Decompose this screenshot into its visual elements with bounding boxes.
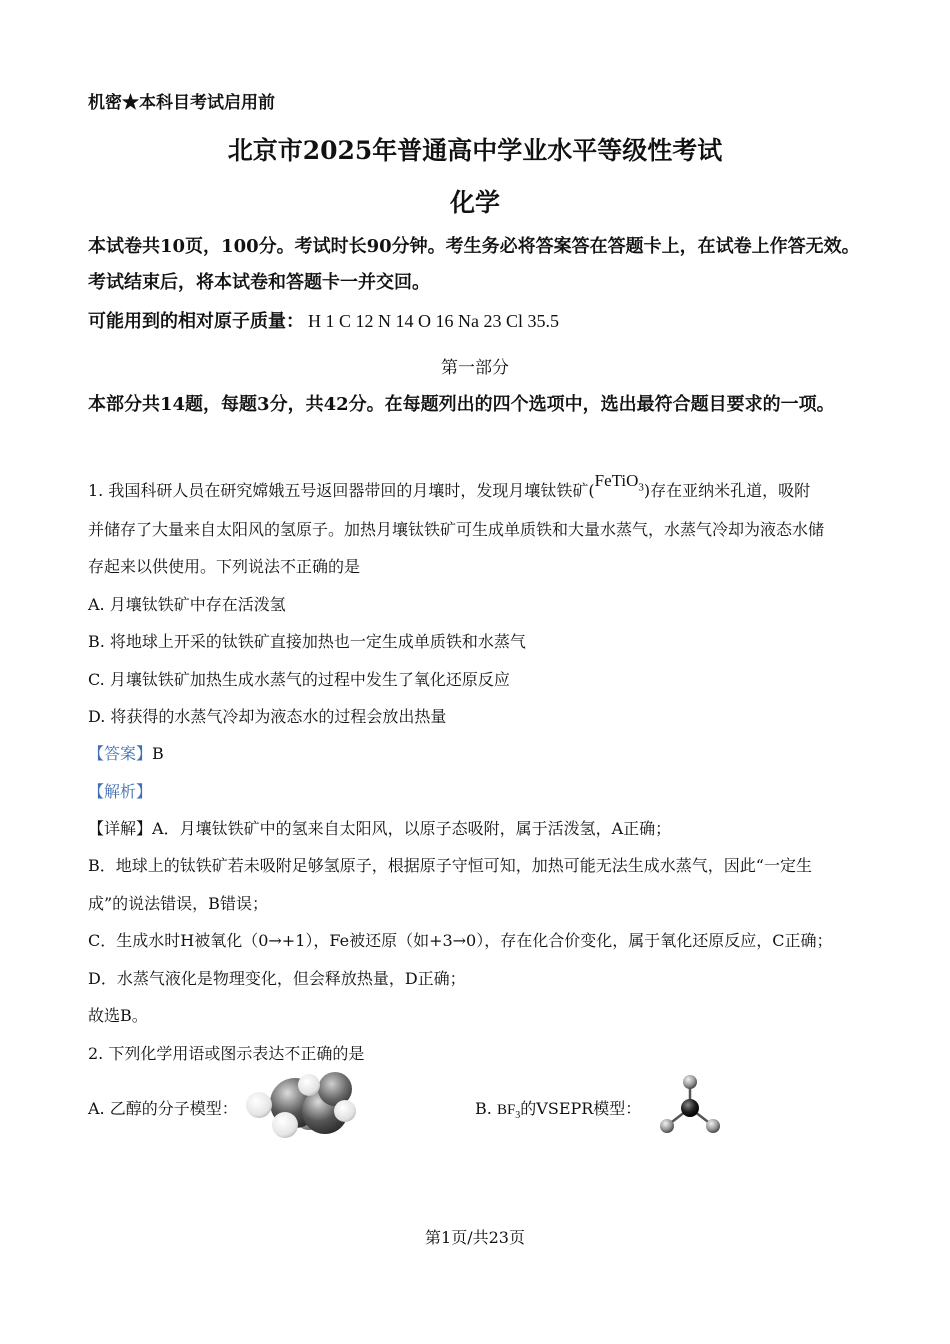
bf3-subscript: 3 [515, 1110, 521, 1121]
atomic-mass-values: H 1 C 12 N 14 O 16 Na 23 Cl 35.5 [308, 311, 559, 331]
formula-main: FeTiO [594, 471, 639, 490]
q1-detail-d: D．水蒸气液化是物理变化，但会释放热量，D正确； [88, 969, 466, 988]
q2-option-b-label [475, 1096, 641, 1121]
detail-label: 【详解】 [88, 819, 153, 838]
atom-h [334, 1100, 356, 1122]
q1-stem-end: )存在亚纳米孔道，吸附 [643, 481, 811, 500]
bf3-vsepr-model-icon [656, 1072, 726, 1138]
q1-detail-a [88, 816, 671, 839]
option-b-suffix: 的VSEPR模型： [520, 1099, 642, 1118]
q1-detail-c: C．生成水时H被氧化（0→+1），Fe被还原（如+3→0），存在化合价变化，属于氧化还原反应，C正确； [88, 931, 833, 950]
ethanol-molecule-model-icon [240, 1070, 360, 1142]
part-description: 本部分共14题，每题3分，共42分。在每题列出的四个选项中，选出最符合题目要求的一项。 [88, 394, 835, 415]
q1-stem-line-2: 并储存了大量来自太阳风的氢原子。加热月壤钛铁矿可生成单质铁和大量水蒸气，水蒸气冷却为液态水储 [88, 520, 825, 539]
exam-title: 北京市2025年普通高中学业水平等级性考试 [227, 136, 723, 165]
detail-a-text: A．月壤钛铁矿中的氢来自太阳风，以原子态吸附，属于活泼氢，A正确； [152, 819, 672, 838]
atom-h [298, 1074, 320, 1096]
formula-subscript: 3 [638, 481, 644, 494]
q1-option-b: B. 将地球上开采的钛铁矿直接加热也一定生成单质铁和水蒸气 [88, 632, 526, 651]
answer-label: 【答案】 [88, 744, 153, 763]
answer-value: B [152, 744, 164, 763]
q1-analysis-label: 【解析】 [88, 782, 153, 801]
confidential-notice: 机密★本科目考试启用前 [88, 93, 275, 113]
q1-conclusion: 故选B。 [88, 1006, 148, 1025]
atomic-mass-label: 可能用到的相对原子质量： [88, 311, 304, 332]
part-title: 第一部分 [441, 358, 509, 378]
q1-stem-line-3: 存起来以供使用。下列说法不正确的是 [88, 557, 361, 576]
exam-instructions: 本试卷共10页，100分。考试时长90分钟。考生务必将答案答在答题卡上，在试卷上作答无效。考试结束后，将本试卷和答题卡一并交回。 [88, 236, 860, 293]
q1-option-a: A. 月壤钛铁矿中存在活泼氢 [88, 595, 286, 614]
atom-h [246, 1092, 272, 1118]
q1-stem-line-1 [88, 471, 811, 503]
atom-h [272, 1112, 298, 1138]
bf3-main: BF [496, 1102, 516, 1118]
q1-answer [88, 741, 164, 764]
q1-option-d: D. 将获得的水蒸气冷却为液态水的过程会放出热量 [88, 707, 447, 726]
q1-detail-b-line-1: B．地球上的钛铁矿若未吸附足够氢原子，根据原子守恒可知，加热可能无法生成水蒸气，因此“一定生 [88, 856, 812, 875]
option-b-prefix: B. [475, 1099, 497, 1118]
q2-stem: 2. 下列化学用语或图示表达不正确的是 [88, 1044, 365, 1063]
q1-option-c: C. 月壤钛铁矿加热生成水蒸气的过程中发生了氧化还原反应 [88, 670, 510, 689]
bf3-formula [496, 1102, 521, 1121]
q1-stem-start: 1. 我国科研人员在研究嫦娥五号返回器带回的月壤时，发现月壤钛铁矿( [88, 481, 595, 500]
subject-title: 化学 [449, 188, 500, 217]
atomic-mass-line [88, 307, 559, 333]
q1-detail-b-line-2: 成”的说法错误，B错误； [88, 894, 268, 913]
page-footer: 第1页/共23页 [425, 1228, 525, 1247]
fetio3-formula [594, 471, 644, 494]
q2-option-a-label: A. 乙醇的分子模型： [88, 1099, 238, 1118]
